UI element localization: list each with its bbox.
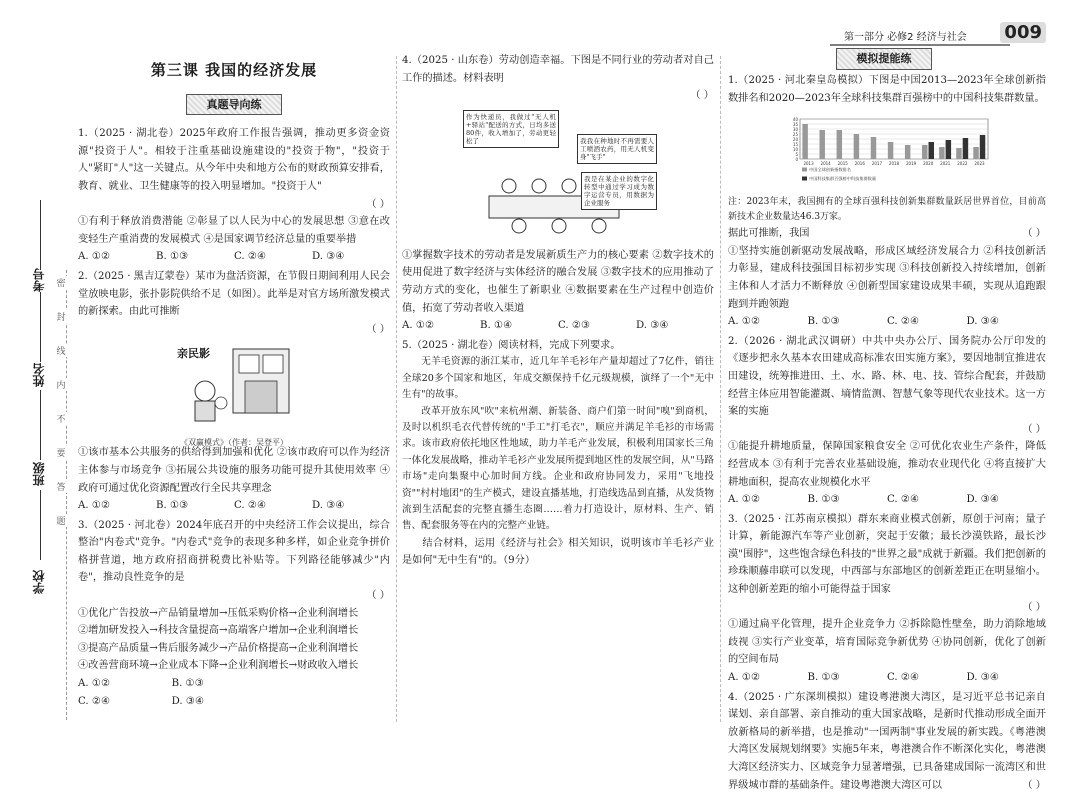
question-stem: 5.（2025 · 湖北卷）阅读材料，完成下列要求。 [402, 339, 621, 351]
speech-bubble: 作为快递员，我做过"无人机+驿站"配送的方式，日均多送80件，收入增加了，劳动更轻松了 [463, 110, 559, 148]
question-statements: ①该市基本公共服务的供给得到加强和优化 ②该市政府可以作为经济主体参与市场竞争 ③拓展公共设施的服务功能可提升其使用效率 ④政府可通过优化资源配置改行全民共享理念 [78, 447, 390, 494]
choice-a: A. ①② [402, 320, 435, 332]
section-tag-mock: 模拟提能练 [836, 48, 932, 70]
choice-b: B. ①③ [156, 251, 189, 263]
choice-c: C. ②③ [558, 320, 591, 332]
seal-char: 密 [54, 276, 68, 289]
answer-paren: （ ） [1022, 423, 1046, 435]
bar-rank [939, 147, 944, 159]
question-lead [728, 225, 1046, 243]
x-tick-label: 2021 [940, 161, 951, 167]
chart-canvas [786, 115, 992, 191]
choice-b: B. ①③ [807, 316, 840, 328]
bar-rank [905, 145, 910, 159]
column-divider [396, 56, 397, 722]
path-option: ①优化广告投放→产品销量增加→压低采购价格→企业利润增长 [78, 607, 359, 619]
x-tick-label: 2018 [888, 161, 900, 167]
x-tick-label: 2014 [820, 161, 831, 167]
choice-a: A. ①② [728, 672, 761, 684]
question-c3-3 [728, 511, 1046, 687]
answer-paren: （ ） [1022, 228, 1046, 240]
y-tick-label: 20 [792, 137, 798, 143]
choice-d: D. ③④ [171, 695, 205, 707]
choice-c: C. ②④ [78, 695, 111, 707]
gutter-label-name: 姓名 [32, 363, 46, 387]
seal-char: 线 [54, 344, 68, 357]
question-stem: 1.（2025 · 河北秦皇岛模拟）下图是中国2013—2023年全球创新指数排名和2020—2023年全球科技集群百强榜中的中国科技集群数量。 [728, 75, 1046, 104]
bar-clusters [946, 140, 951, 159]
answer-choices [78, 248, 390, 266]
choice-b: B. ①③ [807, 494, 840, 506]
choice-d: D. ③④ [966, 494, 1000, 506]
y-tick-label: 30 [792, 127, 798, 133]
gutter-label-id: 考号 [32, 268, 46, 292]
question-1 [78, 125, 390, 266]
question-requirement: 结合材料，运用《经济与社会》相关知识，说明该市羊毛衫产业是如何"无中生有"的。（9分） [402, 537, 714, 567]
gutter-blank-id [40, 200, 41, 270]
y-tick-label: 5 [795, 152, 798, 158]
bar-rank [871, 137, 876, 159]
question-stem: 2.（2025 · 黑吉辽蒙卷）某市为盘活资源，在节假日期间利用人民会堂放映电影，张扑影院供给不足（如图）。此举是对官方场所激发模式的新探索。由此可推断 [78, 270, 390, 318]
choice-d: D. ③④ [312, 500, 345, 512]
choice-b: B. ①③ [156, 500, 189, 512]
x-tick-label: 2015 [837, 161, 848, 167]
column-left [78, 50, 390, 712]
path-option: ②增加研发投入→科技含量提高→高端客户增加→企业利润增长 [78, 625, 359, 637]
page-number: 009 [1000, 22, 1046, 43]
chart-note: 注：2023年末，我国拥有的全球百强科技创新集群数量跃居世界首位，目前高新技术企业数量达46.3万家。 [728, 197, 1046, 223]
y-tick-label: 15 [792, 142, 798, 148]
question-stem: 4.（2025 · 广东深圳模拟）建设粤港澳大湾区，是习近平总书记亲自谋划、亲自部署、亲自推动的重大国家战略，是新时代推动形成全面开放新格局的新举措，也是推动"一国两制"事业发展的新实践。《粤港澳大湾区发展规划纲要》实施5年来，粤港澳合作不断深化实化，粤港澳大湾区经济实力、区域竞争力显著增强，已具备建成国际一流湾区和世界级城市群的基础条件。建设粤港澳大湾区可以 [728, 691, 1046, 791]
gutter-label-school: 学校 [32, 570, 46, 594]
fold-line [66, 270, 67, 720]
bar-rank [922, 145, 927, 159]
bar-rank [837, 130, 842, 159]
bar-rank [802, 124, 807, 159]
choice-d: D. ③④ [966, 672, 1000, 684]
x-tick-label: 2013 [803, 161, 814, 167]
seal-char: 不 [54, 412, 68, 425]
x-tick-label: 2022 [957, 161, 968, 167]
answer-choices [728, 669, 1046, 687]
header-section: 第一部分 必修2 经济与社会 [844, 32, 967, 43]
choice-a: A. ①② [728, 494, 761, 506]
answer-paren: （ ） [366, 198, 390, 210]
y-tick-label: 10 [792, 147, 798, 153]
bar-rank [854, 134, 859, 159]
gutter-label-class: 班级 [32, 462, 46, 486]
x-tick-label: 2017 [871, 161, 883, 167]
choice-d: D. ③④ [966, 316, 1000, 328]
cartoon-figure [174, 342, 294, 447]
answer-paren: （ ） [366, 323, 390, 335]
question-2 [78, 268, 390, 515]
choice-a: A. ①② [78, 678, 111, 690]
seal-char: 封 [54, 310, 68, 323]
seal-char: 题 [54, 514, 68, 527]
question-stem: 3.（2025 · 江苏南京模拟）群东来商业模式创新，原创于河南；量子计算，新能源汽车等产业创新，突起于安徽；最长沙漠铁路，最长沙漠"围脖"，这些饱含绿色科技的"世界之最"成就于新疆。我们把创新的珍珠顺藤串联可以发现，中西部与东部地区的创新差距正在明显缩小。这种创新差距的缩小可能得益于国家 [728, 513, 1046, 596]
seal-char: 要 [54, 446, 68, 459]
x-tick-label: 2020 [923, 161, 934, 167]
page-header [830, 20, 1050, 48]
path-option: ③提高产品质量→售后服务减少→产品价格提高→企业利润增长 [78, 642, 359, 654]
answer-paren: （ ） [1022, 780, 1046, 792]
question-stem: 1.（2025 · 湖北卷）2025年政府工作报告强调，推动更多资金资源"投资于人"。相较于注重基础设施建设的"投资于物"，"投资于人"紧盯"人"这一关键点。从今年中央和地方公布的财政预算安排看，教育、就业、卫生健康等的投入明显增加。"投资于人" [78, 128, 390, 192]
worker-cartoon [458, 109, 658, 241]
bar-rank [819, 130, 824, 159]
answer-choices [402, 317, 714, 335]
material-paragraph: 无羊毛资源的浙江某市，近几年羊毛衫年产量却超过了7亿件，销往全球20多个国家和地区，年成交额保持千亿元级规模，演绎了一个"无中生有"的故事。 [402, 356, 714, 401]
seal-char: 答 [54, 480, 68, 493]
speech-bubble: 我是在某企业的数字化转型中通过学习成为数字运营专员，用数据为企业服务 [581, 172, 657, 210]
choice-b: B. ①③ [171, 678, 204, 690]
question-stem: 2.（2026 · 湖北武汉调研）中共中央办公厅、国务院办公厅印发的《逐步把永久基本农田建成高标准农田实施方案》，要因地制宜推进农田建设，统筹推进田、土、水、路、林、电、技、管综合配套，并鼓励经营主体应用智能灌溉、墒情监测、智慧气象等现代农业技术。这一方案的实施 [728, 335, 1046, 418]
question-statements: ①坚持实施创新驱动发展战略，形成区域经济发展合力 ②科技创新活力彰显，建成科技强国目标初步实现 ③科技创新投入持续增加，创新主体和人才活力不断释放 ④创新型国家建设成果丰硕，实现从追跑跟跑到并跑领跑 [728, 245, 1046, 310]
seal-char: 内 [54, 378, 68, 391]
lead-text: 据此可推断，我国 [728, 228, 810, 240]
answer-choices [728, 313, 1046, 331]
legend-swatch-clusters [802, 177, 807, 181]
answer-paren: （ ） [1022, 601, 1046, 613]
answer-paren: （ ） [690, 90, 714, 102]
bar-rank [888, 142, 893, 159]
question-4 [402, 52, 714, 335]
speech-bubble: 我我在种地时不再需要人工喷洒农药，用无人机变身"飞手" [577, 134, 657, 164]
bar-rank [956, 148, 961, 159]
innovation-chart [786, 115, 992, 191]
choice-a: A. ①② [78, 251, 111, 263]
legend-label-rank: 中国全球创新指数排名 [809, 167, 851, 173]
y-tick-label: 40 [792, 117, 798, 123]
choice-c: C. ②④ [887, 672, 920, 684]
column-middle [402, 52, 714, 572]
y-tick-label: 25 [792, 132, 798, 138]
choice-c: C. ②④ [887, 316, 920, 328]
y-tick-label: 0 [795, 157, 798, 163]
question-3 [78, 517, 390, 711]
binding-gutter [0, 0, 70, 767]
question-stem: 3.（2025 · 河北卷）2024年底召开的中央经济工作会议提出，综合整治"内卷式"竞争。"内卷式"竞争的表现多种多样，如企业竞争拼价格拼营道，地方政府招商拼税费比补贴等。下列路径能够减少"内卷"，推动良性竞争的是 [78, 519, 390, 584]
path-option: ④改善营商环境→企业成本下降→企业利润增长→财政收入增长 [78, 660, 359, 672]
legend-label-clusters: 中国科技集群百强榜中科技集群数量 [809, 176, 877, 182]
choice-c: C. ②④ [234, 251, 267, 263]
choice-d: D. ③④ [636, 320, 669, 332]
question-statements: ①有利于释放消费潜能 ②彰显了以人民为中心的发展思想 ③意在改变轻生产重消费的发展模式 ④是国家调节经济总量的重要举措 [78, 216, 390, 245]
x-tick-label: 2023 [974, 161, 985, 167]
question-c3-1 [728, 72, 1046, 331]
answer-choices [78, 693, 265, 711]
question-c3-2 [728, 333, 1046, 509]
gutter-blank-school [40, 490, 41, 560]
gutter-blank-name [40, 292, 41, 362]
cartoon-title: 亲民影 [177, 347, 210, 361]
figure-caption: 《双赢模式》（作者：吴登平） [180, 437, 288, 447]
bar-clusters [980, 135, 985, 159]
answer-choices [78, 675, 265, 693]
x-tick-label: 2016 [854, 161, 865, 167]
legend-swatch-rank [802, 168, 807, 172]
bar-clusters [963, 138, 968, 159]
gutter-blank-class [40, 390, 41, 460]
choice-d: D. ③④ [312, 251, 345, 263]
question-statements: ①能提升耕地质量，保障国家粮食安全 ②可优化农业生产条件，降低经营成本 ③有利于完善农业基础设施，推动农业现代化 ④将直接扩大耕地面积，提高农业规模化水平 [728, 441, 1046, 488]
answer-choices [78, 497, 390, 515]
column-divider [720, 56, 721, 722]
bar-rank [973, 147, 978, 159]
section-tag-real-exam: 真题导向练 [186, 94, 282, 116]
answer-choices [728, 491, 1046, 509]
question-c3-4 [728, 689, 1046, 795]
choice-b: B. ①④ [480, 320, 513, 332]
lesson-title: 第三课 我国的经济发展 [150, 61, 318, 79]
choice-c: C. ②④ [234, 500, 267, 512]
choice-c: C. ②④ [887, 494, 920, 506]
question-stem: 4.（2025 · 山东卷）劳动创造幸福。下图是不同行业的劳动者对自己工作的描述。材料表明 [402, 55, 714, 84]
column-right [728, 52, 1046, 797]
x-tick-label: 2019 [905, 161, 917, 167]
answer-paren: （ ） [366, 590, 390, 602]
choice-a: A. ①② [78, 500, 111, 512]
question-5 [402, 337, 714, 570]
choice-b: B. ①③ [807, 672, 840, 684]
question-statements: ①掌握数字技术的劳动者是发展新质生产力的核心要素 ②数字技术的使用促进了数字经济与实体经济的融合发展 ③数字技术的应用推动了劳动方式的变化，也催生了新职业 ④数据要素在生产过程中创造价值，拓宽了劳动者收入渠道 [402, 249, 714, 314]
choice-a: A. ①② [728, 316, 761, 328]
question-statements: ①通过扁平化管理，提升企业竞争力 ②拆除隐性壁垒，助力消除地域歧视 ③实行产业变革，培育国际竞争新优势 ④协同创新，优化了创新的空间布局 [728, 619, 1046, 666]
y-tick-label: 35 [792, 122, 798, 128]
material-paragraph: 改革开放东风"吹"来杭州潮、新装备、商户们第一时间"嗅"到商机，及时以机织毛衣代替传统的"手工"打毛衣"，顺应并满足羊毛衫的市场需求。该市政府依托地区性地域，助力羊毛产业发展，积极利用国家长三角一体化发展战略，推动羊毛衫产业发展所提到地区性的发展空间，从"马路市场"走向集聚中心加时间方线。企业和政府协同发力，采用"飞地投资""村村地团"的生产模式，建设直播基地，打造线选品到直播，从发货物流到生活配套的完整直播生态圈……着力打造设计，原材料、生产、销售、配套服务等在内的完整产业链。 [402, 405, 714, 532]
bar-clusters [929, 142, 934, 159]
